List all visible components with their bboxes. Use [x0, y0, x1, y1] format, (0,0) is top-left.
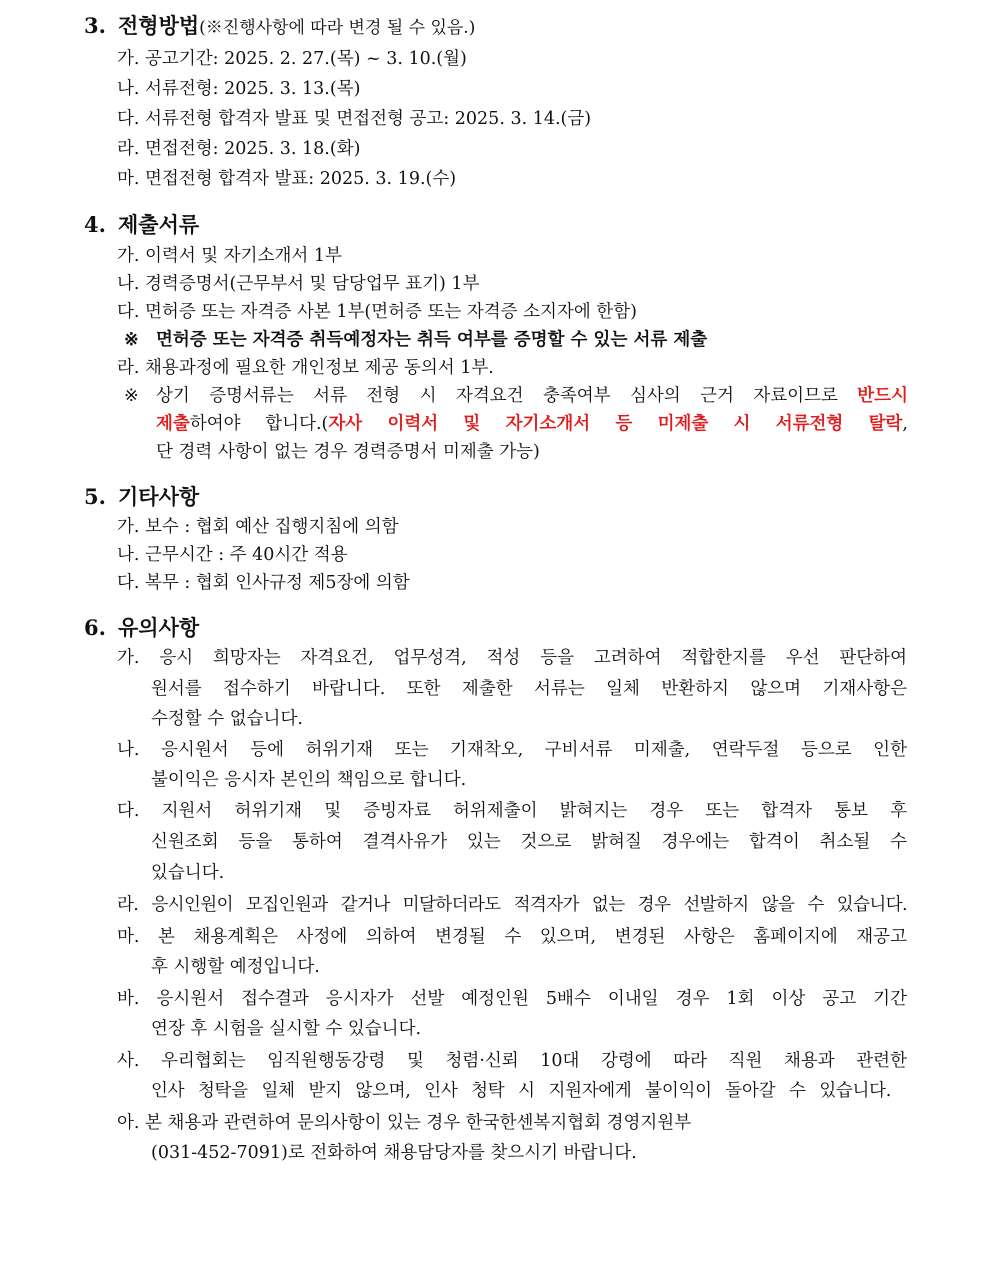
notice-line: 마. 본 채용계획은 사정에 의하여 변경될 수 있으며, 변경된 사항은 홈페이지에 재공고: [117, 927, 907, 947]
notice-line: 원서를 접수하기 바랍니다. 또한 제출한 서류는 일체 반환하지 않으며 기재사항은: [151, 679, 907, 699]
notice-line: 인사 청탁을 일체 받지 않으며, 인사 청탁 시 지원자에게 불이익이 돌아갈 수 있습니다.: [151, 1081, 891, 1101]
notice-line: 가. 응시 희망자는 자격요건, 업무성격, 적성 등을 고려하여 적합한지를 우선 판단하여: [117, 648, 907, 668]
section-title: 유의사항: [118, 615, 200, 640]
notice-line: 라. 응시인원이 모집인원과 같거나 미달하더라도 적격자가 없는 경우 선발하지 않을 수 있습니다.: [117, 895, 907, 915]
list-item: 라. 채용과정에 필요한 개인정보 제공 동의서 1부.: [117, 358, 494, 378]
notice-line: 불이익은 응시자 본인의 책임으로 합니다.: [151, 770, 467, 790]
reference-mark: ※: [124, 330, 139, 350]
notice-line: 연장 후 시험을 실시할 수 있습니다.: [151, 1019, 422, 1039]
section-3-heading: [84, 12, 475, 42]
list-item: 나. 서류전형: 2025. 3. 13.(목): [117, 79, 361, 99]
list-item: 마. 면접전형 합격자 발표: 2025. 3. 19.(수): [117, 169, 457, 189]
section-title: 기타사항: [118, 484, 200, 509]
section-title: 제출서류: [118, 212, 200, 237]
section-number: 3.: [84, 13, 106, 38]
list-item: 다. 복무 : 협회 인사규정 제5장에 의함: [117, 573, 410, 593]
notice-emphasis: 제출: [156, 414, 190, 434]
list-item: 다. 면허증 또는 자격증 사본 1부(면허증 또는 자격증 소지자에 한함): [117, 302, 637, 322]
notice-line: 아. 본 채용과 관련하여 문의사항이 있는 경우 한국한센복지협회 경영지원부: [117, 1113, 692, 1133]
section-title: 전형방법: [118, 13, 200, 38]
list-item: 가. 공고기간: 2025. 2. 27.(목) ~ 3. 10.(월): [117, 49, 467, 69]
section-number: 5.: [84, 484, 106, 509]
notice-line: 있습니다.: [151, 863, 225, 883]
section-number: 6.: [84, 615, 106, 640]
notice-line: 수정할 수 없습니다.: [151, 709, 303, 729]
notice-line: 다. 지원서 허위기재 및 증빙자료 허위제출이 밝혀지는 경우 또는 합격자 통보 후: [117, 801, 907, 821]
notice-text: ,: [902, 414, 908, 434]
notice-line-1: [124, 384, 908, 408]
notice-text: 하여야 합니다.(: [189, 414, 329, 434]
section-6-heading: [84, 614, 199, 642]
list-item: 나. 경력증명서(근무부서 및 담당업무 표기) 1부: [117, 274, 480, 294]
notice-line: 나. 응시원서 등에 허위기재 또는 기재착오, 구비서류 미제출, 연락두절 등으로 인한: [117, 740, 907, 760]
notice-line: (031-452-7091)로 전화하여 채용담당자를 찾으시기 바랍니다.: [151, 1143, 637, 1163]
notice-line: 사. 우리협회는 임직원행동강령 및 청렴·신뢰 10대 강령에 따라 직원 채용과 관련한: [117, 1051, 907, 1071]
notice-line-2: [156, 412, 908, 436]
section-number: 4.: [84, 212, 106, 237]
list-item: 가. 이력서 및 자기소개서 1부: [117, 246, 342, 266]
list-item: 다. 서류전형 합격자 발표 및 면접전형 공고: 2025. 3. 14.(금): [117, 109, 592, 129]
bold-notice-text: 면허증 또는 자격증 취득예정자는 취득 여부를 증명할 수 있는 서류 제출: [156, 330, 708, 350]
list-item: 라. 면접전형: 2025. 3. 18.(화): [117, 139, 361, 159]
list-item: 나. 근무시간 : 주 40시간 적용: [117, 545, 348, 565]
notice-line-3: 단 경력 사항이 없는 경우 경력증명서 미제출 가능): [156, 442, 540, 462]
notice-line: 신원조회 등을 통하여 결격사유가 있는 것으로 밝혀질 경우에는 합격이 취소될 수: [151, 832, 907, 852]
notice-text: 상기 증명서류는 서류 전형 시 자격요건 충족여부 심사의 근거 자료이므로: [156, 386, 858, 406]
bold-notice: [124, 328, 707, 352]
section-note: (※진행사항에 따라 변경 될 수 있음.): [199, 18, 476, 38]
notice-emphasis: 자사 이력서 및 자기소개서 등 미제출 시 서류전형 탈락: [328, 414, 903, 434]
section-4-heading: [84, 211, 199, 239]
notice-line: 바. 응시원서 접수결과 응시자가 선발 예정인원 5배수 이내일 경우 1회 이상 공고 기간: [117, 989, 907, 1009]
list-item: 가. 보수 : 협회 예산 집행지침에 의함: [117, 517, 399, 537]
reference-mark: ※: [124, 386, 139, 406]
notice-line: 후 시행할 예정입니다.: [151, 957, 320, 977]
section-5-heading: [84, 483, 199, 511]
notice-emphasis: 반드시: [857, 386, 908, 406]
